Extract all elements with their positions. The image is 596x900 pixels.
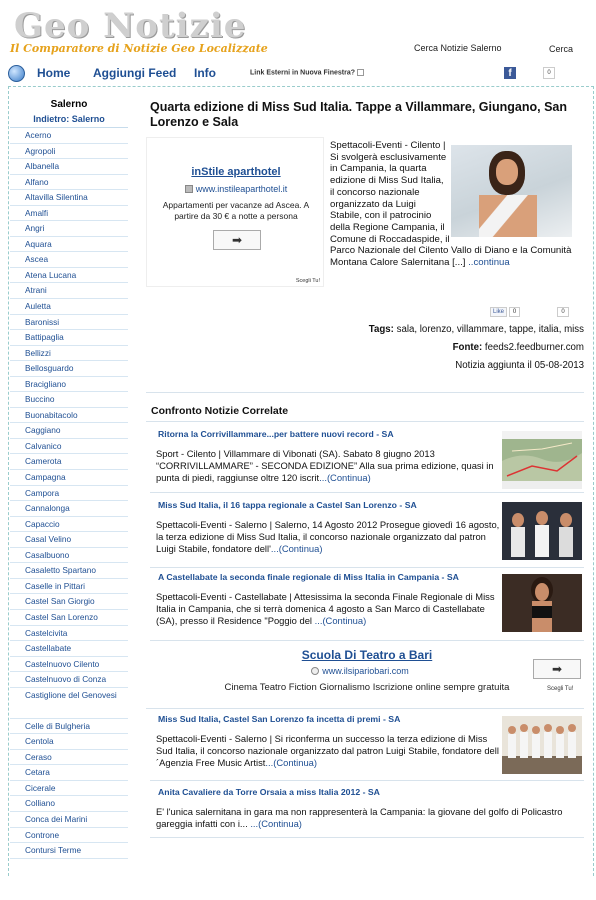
ad-site-icon: [311, 667, 319, 675]
external-links-checkbox[interactable]: [357, 69, 364, 76]
divider: [150, 492, 584, 493]
sidebar: [10, 98, 128, 859]
sidebar-item[interactable]: Celle di Bulgheria: [10, 719, 128, 735]
logo-title[interactable]: Geo Notizie: [14, 6, 247, 46]
ad-url[interactable]: [150, 666, 570, 676]
related-item-more-link[interactable]: ...(Continua): [250, 817, 302, 829]
ad-choice-link[interactable]: Scegli Tu!: [547, 686, 574, 692]
article-date: Notizia aggiunta il 05-08-2013: [455, 360, 584, 371]
sidebar-item[interactable]: Aquara: [10, 237, 128, 253]
sidebar-item[interactable]: Casaletto Spartano: [10, 563, 128, 579]
ad-url[interactable]: [147, 184, 325, 194]
sidebar-item[interactable]: Cannalonga: [10, 501, 128, 517]
divider: [150, 640, 584, 641]
article-source: [453, 342, 584, 353]
article-tags: [369, 324, 584, 335]
sidebar-item[interactable]: Caggiano: [10, 423, 128, 439]
related-item-text: [156, 591, 500, 626]
ad-url-text[interactable]: www.ilsipariobari.com: [322, 666, 409, 676]
article-title[interactable]: Quarta edizione di Miss Sud Italia. Tappe a Villammare, Giungano, San Lorenzo e Sala: [150, 100, 567, 129]
sidebar-item[interactable]: Ceraso: [10, 750, 128, 766]
sidebar-item[interactable]: Angri: [10, 221, 128, 237]
sidebar-item[interactable]: Atena Lucana: [10, 268, 128, 284]
sidebar-back-link[interactable]: Indietro: Salerno: [10, 112, 128, 128]
share-count: 0: [557, 307, 569, 317]
sidebar-item[interactable]: Agropoli: [10, 144, 128, 160]
sidebar-item[interactable]: Buonabitacolo: [10, 408, 128, 424]
sidebar-item[interactable]: Bellizzi: [10, 346, 128, 362]
related-item-image[interactable]: [502, 574, 582, 632]
sidebar-title: Salerno: [50, 99, 88, 110]
related-item-body: Sport - Cilento | Villammare di Vibonati (SA). Sabato 8 giugno 2013 “CORRIVILLAMMARE” - SECONDA EDIZIONE” Alla sua prima edizione, quasi in punta di piedi, raggiunse oltre 120 iscrit: [156, 448, 494, 483]
sidebar-item[interactable]: Albanella: [10, 159, 128, 175]
sidebar-item[interactable]: Caselle in Pittari: [10, 579, 128, 595]
divider: [146, 421, 584, 422]
related-item-text: [156, 519, 500, 554]
ad-title[interactable]: Scuola Di Teatro a Bari: [301, 648, 433, 662]
sidebar-item[interactable]: Auletta: [10, 299, 128, 315]
nav-home[interactable]: Home: [37, 66, 71, 80]
photo-thumbnail: [502, 716, 582, 774]
like-widget: [490, 307, 520, 317]
related-item-title[interactable]: A Castellabate la seconda finale regionale di Miss Italia in Campania - SA: [158, 572, 459, 582]
related-item-text: [156, 806, 576, 830]
sidebar-item[interactable]: Castiglione del Genovesi: [10, 688, 128, 719]
related-item-title[interactable]: Miss Sud Italia, il 16 tappa regionale a Castel San Lorenzo - SA: [158, 500, 417, 510]
sidebar-item[interactable]: Bracigliano: [10, 377, 128, 393]
facebook-count: 0: [543, 67, 555, 79]
sidebar-item[interactable]: Cicerale: [10, 781, 128, 797]
ad-arrow-button[interactable]: ➡: [533, 659, 581, 679]
related-item-body: Spettacoli-Eventi - Salerno | Salerno, 14 Agosto 2012 Prosegue giovedì 16 agosto, la terza edizione di Miss Sud Italia, il concorso nazionale organizzato dal patron Luigi Stabile, fondatore dell': [156, 519, 500, 554]
sidebar-item[interactable]: Cetara: [10, 765, 128, 781]
like-count: 0: [509, 307, 520, 317]
related-item-more-link[interactable]: ...(Continua): [314, 614, 367, 626]
ad-box[interactable]: [146, 137, 324, 287]
divider: [150, 567, 584, 568]
divider: [150, 837, 584, 838]
related-item: [150, 500, 584, 566]
related-item-more-link[interactable]: ...(Continua): [265, 756, 318, 768]
related-item-image[interactable]: [502, 431, 582, 489]
nav-bar: [0, 62, 596, 86]
sidebar-item[interactable]: Castelnuovo di Conza: [10, 672, 128, 688]
related-item-body: E' l'unica salernitana in gara ma non rappresenterà la Campania: la giovane del golfo di Policastro gareggia infatti con i...: [156, 806, 563, 829]
divider: [146, 708, 584, 709]
related-item: [150, 787, 584, 837]
sidebar-item[interactable]: Castel San Giorgio: [10, 594, 128, 610]
sidebar-item[interactable]: Ascea: [10, 252, 128, 268]
image-spacer: [450, 140, 576, 238]
like-button[interactable]: Like: [490, 307, 507, 317]
sidebar-item[interactable]: Castellabate: [10, 641, 128, 657]
sidebar-item[interactable]: Campora: [10, 486, 128, 502]
tags-list[interactable]: sala, lorenzo, villammare, tappe, italia, miss: [396, 324, 584, 335]
sidebar-list: [10, 128, 128, 859]
external-links-option: [250, 69, 364, 76]
sidebar-item[interactable]: Centola: [10, 734, 128, 750]
sidebar-item[interactable]: Casalbuono: [10, 548, 128, 564]
article-body-wrapper: [330, 140, 576, 269]
sidebar-item[interactable]: Conca dei Marini: [10, 812, 128, 828]
sidebar-item[interactable]: Acerno: [10, 128, 128, 144]
related-item: [150, 714, 584, 780]
related-item-text: [156, 733, 500, 768]
sidebar-item[interactable]: Castelcivita: [10, 626, 128, 642]
sidebar-item[interactable]: Colliano: [10, 796, 128, 812]
sidebar-item[interactable]: Baronissi: [10, 315, 128, 331]
sidebar-item[interactable]: Capaccio: [10, 517, 128, 533]
related-item: [150, 429, 584, 492]
sidebar-item[interactable]: Camerota: [10, 454, 128, 470]
sidebar-item[interactable]: Castel San Lorenzo: [10, 610, 128, 626]
sidebar-item[interactable]: Controne: [10, 828, 128, 844]
ad-title[interactable]: inStile aparthotel: [191, 166, 281, 178]
ad-url-text[interactable]: www.instileaparthotel.it: [195, 184, 288, 194]
sidebar-item[interactable]: Bellosguardo: [10, 361, 128, 377]
article-body: [330, 140, 576, 269]
ad-description: Appartamenti per vacanze ad Ascea. A partire da 30 € a notte a persona: [162, 200, 310, 221]
related-item-title[interactable]: Miss Sud Italia, Castel San Lorenzo fa incetta di premi - SA: [158, 714, 401, 724]
article-body-text: Spettacoli-Eventi - Cilento | Si svolgerà esclusivamente in Campania, la quarta edizione di Miss Sud Italia, il concorso nazionale organizzato da Luigi Stabile, con il patrocinio della Regione Campania, il Comune di Roccadaspide, il Parco Nazionale del Cilento Vallo di Diano e la Comunità Montana Calore Salernitana [...]: [330, 140, 572, 269]
sidebar-item[interactable]: Contursi Terme: [10, 843, 128, 859]
photo-thumbnail: [502, 574, 582, 632]
sidebar-item[interactable]: Casal Velino: [10, 532, 128, 548]
source-label: Fonte:: [452, 342, 483, 353]
sidebar-item[interactable]: Campagna: [10, 470, 128, 486]
related-item-more-link[interactable]: ...(Continua): [270, 542, 323, 554]
related-item-title[interactable]: Ritorna la Corrivillammare...per battere nuovi record - SA: [158, 429, 394, 439]
related-item-title[interactable]: Anita Cavaliere da Torre Orsaia a miss Italia 2012 - SA: [158, 787, 380, 797]
logo-subtitle: Il Comparatore di Notizie Geo Localizzate: [10, 42, 268, 55]
related-item: [150, 572, 584, 640]
ad-box-secondary[interactable]: [150, 648, 584, 706]
sidebar-item[interactable]: Atrani: [10, 283, 128, 299]
related-item-more-link[interactable]: ...(Continua): [319, 471, 371, 483]
globe-icon: [8, 65, 25, 82]
nav-info[interactable]: Info: [194, 66, 216, 80]
photo-thumbnail: [502, 502, 582, 560]
ad-description: Cinema Teatro Fiction Giornalismo Iscrizione online sempre gratuita: [224, 682, 510, 693]
ad-arrow-button[interactable]: ➡: [213, 230, 261, 250]
tags-label: Tags:: [368, 324, 394, 335]
sidebar-item[interactable]: Calvanico: [10, 439, 128, 455]
search-button[interactable]: Cerca: [549, 44, 574, 54]
external-links-label: Link Esterni in Nuova Finestra?: [250, 69, 356, 77]
related-item-body: Spettacoli-Eventi - Castellabate | Attesissima la seconda Finale Regionale di Miss Italia in Campania, che si terrà domenica 4 agosto a San Marco di Castellabate (SA), presso il Residence "Poggio del: [156, 591, 495, 626]
search-label: Cerca Notizie Salerno: [414, 43, 502, 53]
article-header: [150, 100, 586, 130]
sidebar-item[interactable]: Altavilla Silentina: [10, 190, 128, 206]
sidebar-item[interactable]: Battipaglia: [10, 330, 128, 346]
sidebar-item[interactable]: Buccino: [10, 392, 128, 408]
ad-choice-link[interactable]: Scegli Tu!: [295, 278, 320, 284]
sidebar-item[interactable]: Amalfi: [10, 206, 128, 222]
related-item-image[interactable]: [502, 502, 582, 560]
map-thumbnail: [502, 431, 582, 489]
ad-site-icon: [185, 185, 193, 193]
related-heading: Confronto Notizie Correlate: [151, 405, 289, 417]
article-continue-link[interactable]: ..continua: [468, 257, 510, 269]
header: [0, 0, 596, 62]
related-item-text: [156, 448, 500, 483]
divider: [150, 780, 584, 781]
sidebar-item[interactable]: Castelnuovo Cilento: [10, 657, 128, 673]
facebook-icon[interactable]: f: [504, 67, 516, 79]
sidebar-item[interactable]: Alfano: [10, 175, 128, 191]
divider: [146, 392, 584, 393]
related-item-body: Spettacoli-Eventi - Salerno | Si riconferma un successo la terza edizione di Miss Sud Italia, il concorso nazionale organizzato dal patron Luigi Stabile, fondatore dell´Agenzia Free Music Artist: [156, 733, 499, 768]
related-item-image[interactable]: [502, 716, 582, 774]
source-value: feeds2.feedburner.com: [484, 342, 584, 353]
nav-add-feed[interactable]: Aggiungi Feed: [93, 66, 177, 80]
